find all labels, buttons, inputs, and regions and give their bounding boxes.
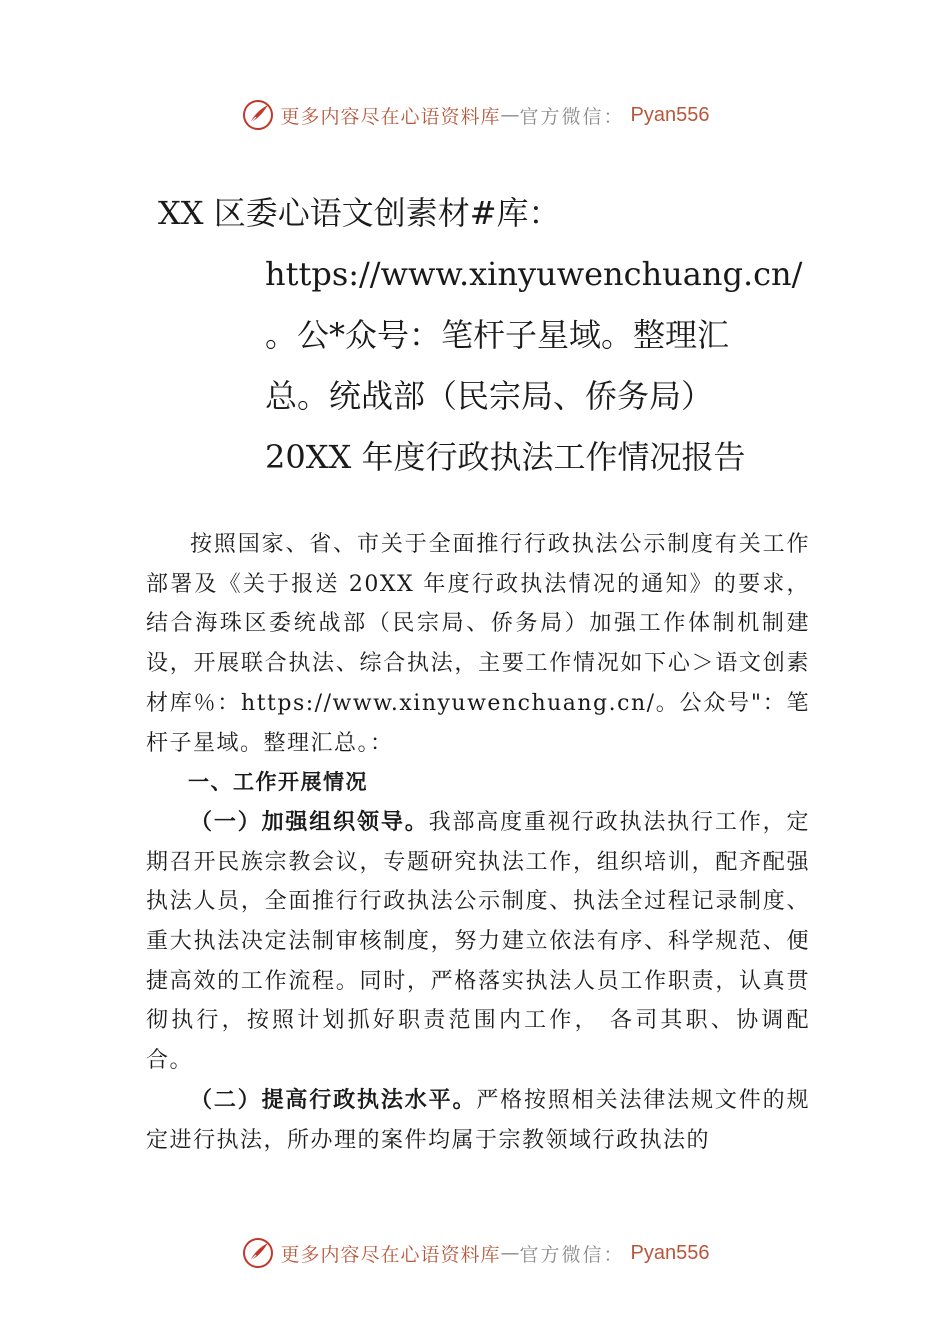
item-1-paragraph xyxy=(146,803,810,1081)
banner-wechat-label: 官方微信： xyxy=(519,105,625,128)
feather-pen-logo-icon xyxy=(241,98,275,132)
item-1-text: 我部高度重视行政执法执行工作，定期召开民族宗教会议，专题研究执法工作，组织培训，配齐配强执法人员，全面推行行政执法公示制度、执法全过程记录制度、重大执法决定法制审核制度，努力建立依法有序、科学规范、便捷高效的工作流程。同时，严格落实执法人员工作职责，认真贯彻执行，按照计划抓好职责范围内工作， 各司其职、协调配合。 xyxy=(146,809,810,1074)
intro-paragraph: 按照国家、省、市关于全面推行行政执法公示制度有关工作部署及《关于报送 20XX 年度行政执法情况的通知》的要求，结合海珠区委统战部（民宗局、侨务局）加强工作体制机制建设，开展联合执法、综合执法，主要工作情况如下心＞语文创素材库％：https://www.xinyuwenchuang.cn/。公众号"：笔杆子星域。整理汇总。： xyxy=(146,532,810,756)
footer-banner xyxy=(0,1231,950,1275)
document-body xyxy=(146,525,810,1160)
section-heading-1: 一、工作开展情况 xyxy=(188,770,368,795)
item-2-text: 严格按照相关法律法规文件的规定进行执法，所办理的案件均属于宗教领域行政执法的 xyxy=(146,1087,810,1153)
banner-dash: — xyxy=(500,104,520,126)
header-banner xyxy=(0,93,950,137)
title-line-1: XX 区委心语文创素材#库： xyxy=(158,194,561,232)
footer-wechat-label: 官方微信： xyxy=(519,1243,625,1266)
footer-brand-text: 更多内容尽在心语资料库 xyxy=(280,1243,501,1266)
banner-wechat-id: Pyan556 xyxy=(630,103,710,126)
banner-brand-text: 更多内容尽在心语资料库 xyxy=(280,105,501,128)
feather-pen-logo-icon xyxy=(241,1236,275,1270)
title-line-4: 总。统战部（民宗局、侨务局） xyxy=(265,377,714,415)
title-line-2: https://www.xinyuwenchuang.cn/ xyxy=(265,255,803,293)
title-line-3: 。公*众号：笔杆子星域。整理汇 xyxy=(265,316,730,354)
item-2-lead: （二）提高行政执法水平。 xyxy=(190,1086,477,1113)
footer-dash: — xyxy=(500,1242,520,1264)
item-2-paragraph xyxy=(146,1081,810,1160)
document-title xyxy=(0,183,950,488)
item-1-lead: （一）加强组织领导。 xyxy=(190,808,429,835)
title-line-5: 20XX 年度行政执法工作情况报告 xyxy=(265,438,746,476)
footer-wechat-id: Pyan556 xyxy=(630,1241,710,1264)
